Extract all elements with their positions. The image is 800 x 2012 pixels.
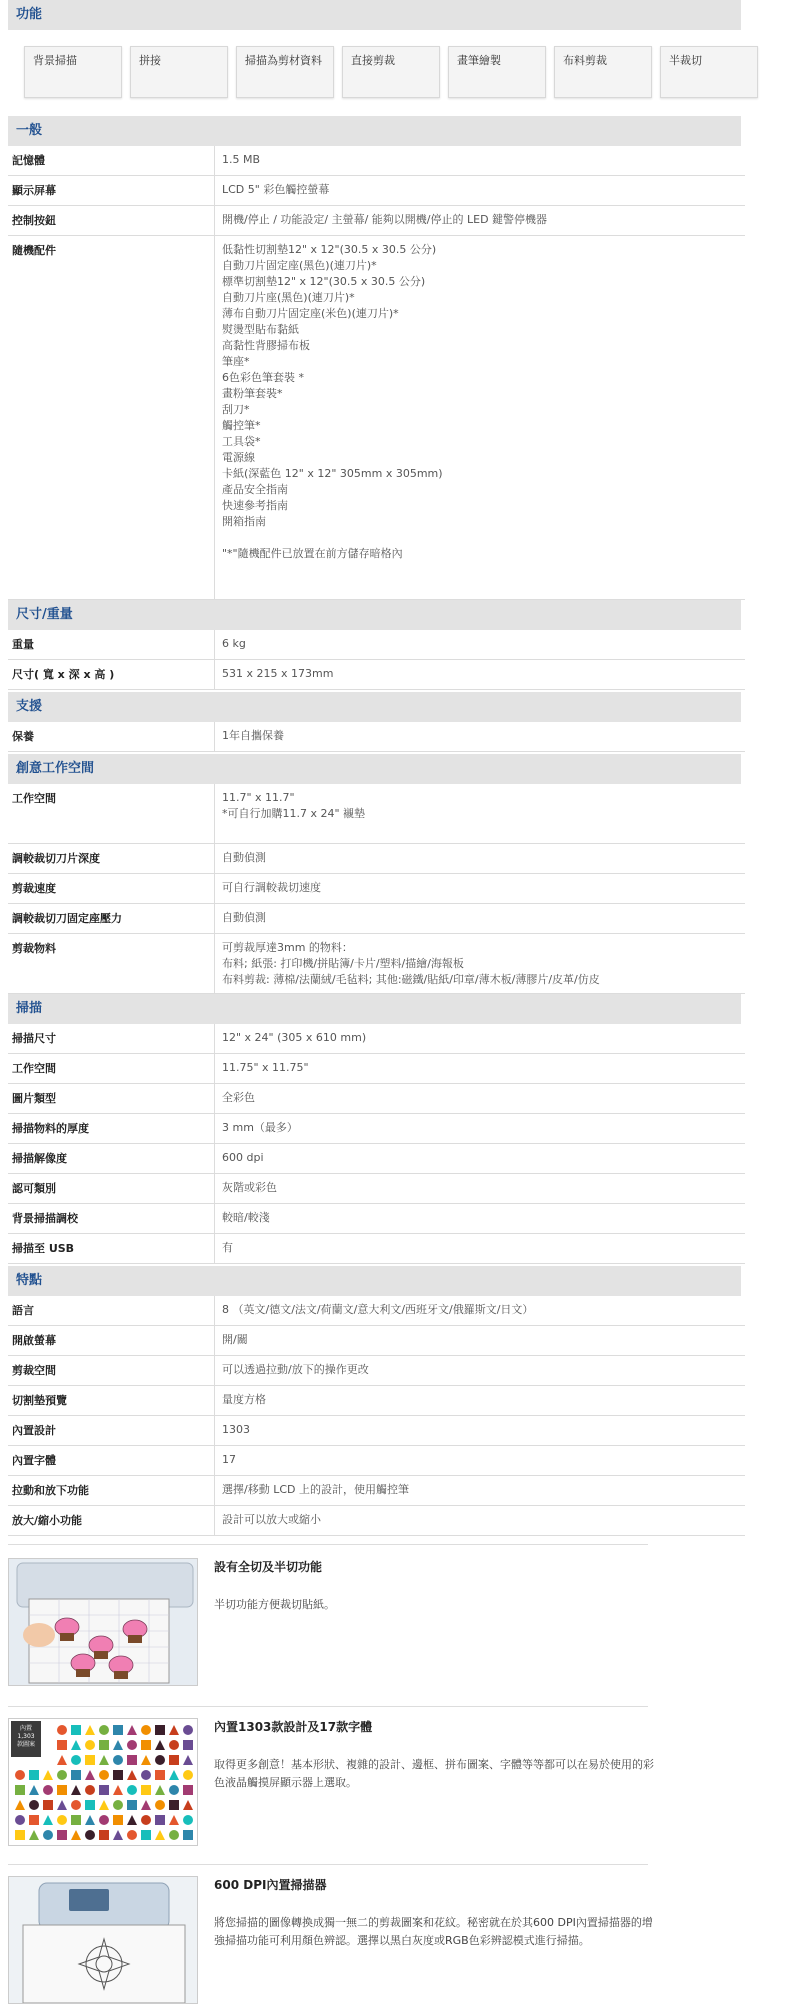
design-shape [141, 1785, 151, 1795]
design-shape [99, 1725, 109, 1735]
spec-label: 控制按鈕 [12, 214, 56, 227]
spec-row [8, 1204, 745, 1234]
design-shape [15, 1815, 25, 1825]
spec-value: 11.75" x 11.75" [222, 1061, 309, 1074]
promo-title: 內置1303款設計及17款字體 [214, 1720, 373, 1734]
function-background-scan[interactable]: 背景掃描 [24, 46, 122, 98]
design-shape [113, 1755, 123, 1765]
spec-value: 設計可以放大或縮小 [222, 1513, 321, 1526]
spec-label: 調較裁切刀片深度 [12, 852, 100, 865]
divider [8, 1706, 648, 1707]
spec-row [8, 844, 745, 874]
promo-scanner [8, 1876, 653, 2012]
design-shape [127, 1755, 137, 1765]
design-shape [57, 1785, 67, 1795]
spec-label: 顯示屏幕 [12, 184, 56, 197]
scanner-image [8, 1876, 198, 2004]
spec-label: 隨機配件 [12, 244, 56, 257]
spec-label: 內置字體 [12, 1454, 56, 1467]
spec-value: 全彩色 [222, 1091, 255, 1104]
spec-value: 1.5 MB [222, 153, 261, 166]
spec-label: 工作空間 [12, 792, 56, 805]
design-shape [85, 1755, 95, 1765]
spec-value: 17 [222, 1453, 236, 1466]
spec-label: 語言 [12, 1304, 34, 1317]
spec-value: 開/關 [222, 1333, 248, 1346]
spec-label: 掃描至 USB [12, 1242, 75, 1255]
section-header-features: 特點 [8, 1266, 741, 1296]
spec-label: 放大/縮小功能 [12, 1514, 83, 1527]
spec-label: 認可類別 [12, 1182, 56, 1195]
spec-label: 拉動和放下功能 [12, 1484, 89, 1497]
design-shape [127, 1800, 137, 1810]
design-shape [113, 1800, 123, 1810]
spec-label: 掃描物料的厚度 [12, 1122, 89, 1135]
spec-value: 有 [222, 1241, 233, 1254]
spec-row [8, 1326, 745, 1356]
spec-value: 600 dpi [222, 1151, 264, 1164]
spec-value: 6 kg [222, 637, 246, 650]
design-shape [99, 1740, 109, 1750]
spec-row [8, 176, 745, 206]
design-shape [57, 1815, 67, 1825]
section-header-size-weight: 尺寸/重量 [8, 600, 741, 630]
spec-value: LCD 5" 彩色觸控螢幕 [222, 183, 330, 196]
spec-row [8, 236, 745, 600]
design-shape [155, 1800, 165, 1810]
function-stitch[interactable]: 拼接 [130, 46, 228, 98]
spec-value: 可以透過拉動/放下的操作更改 [222, 1363, 369, 1376]
spec-label: 背景掃描調校 [12, 1212, 78, 1225]
spec-label: 記憶體 [12, 154, 45, 167]
spec-row [8, 874, 745, 904]
spec-value: 8 （英文/德文/法文/荷蘭文/意大利文/西班牙文/俄羅斯文/日文） [222, 1303, 534, 1316]
promo-title: 設有全切及半切功能 [214, 1560, 323, 1574]
design-shape [183, 1740, 193, 1750]
section-header-general: 一般 [8, 116, 741, 146]
design-shape [183, 1770, 193, 1780]
design-shape [99, 1815, 109, 1825]
design-shape [29, 1800, 39, 1810]
section-header-support: 支援 [8, 692, 741, 722]
spec-row [8, 904, 745, 934]
spec-row [8, 722, 745, 752]
spec-value: 自動偵測 [222, 851, 266, 864]
half-cut-image [8, 1558, 198, 1686]
design-shape [43, 1785, 53, 1795]
design-shape [99, 1830, 109, 1840]
promo-text: 將您掃描的圖像轉換成獨一無二的剪裁圖案和花紋。秘密就在於其600 DPI內置掃描器的增強掃描功能可利用顏色辨認。選擇以黑白灰度或RGB色彩辨認模式進行掃描。 [214, 1916, 653, 1947]
spec-label: 切割墊預覽 [12, 1394, 67, 1407]
spec-label: 圖片類型 [12, 1092, 56, 1105]
design-shape [15, 1830, 25, 1840]
design-shape [29, 1770, 39, 1780]
spec-row [8, 660, 745, 690]
spec-row [8, 784, 745, 844]
design-shape [141, 1725, 151, 1735]
design-shape [15, 1770, 25, 1780]
function-pen-draw[interactable]: 畫筆繪製 [448, 46, 546, 98]
spec-value: 低黏性切割墊12" x 12"(30.5 x 30.5 公分) 自動刀片固定座(黑色)(連刀片)* 標準切割墊12" x 12"(30.5 x 30.5 公分) 自動刀片座(黑色)(連刀片)* 薄布自動刀片固定座(米色)(連刀片)* 熨燙型貼布黏紙 高黏性背膠掃布板 筆座* 6色彩色筆套裝 * 畫粉筆套裝* 刮刀* 觸控筆* 工具袋* 電源線 卡紙(深藍色 12" x 12" 305mm x 305mm) 產品安全指南 快速參考指南 開箱指南 "*"隨機配件已放置在前方儲存暗格內 [222, 243, 443, 560]
spec-row [8, 1506, 745, 1536]
design-shape [169, 1740, 179, 1750]
design-shape [43, 1830, 53, 1840]
spec-row [8, 1416, 745, 1446]
design-shape [155, 1815, 165, 1825]
design-shape [141, 1740, 151, 1750]
design-shape [113, 1815, 123, 1825]
divider [8, 1544, 648, 1545]
design-shape [85, 1740, 95, 1750]
promo-text: 半切功能方便裁切貼紙。 [214, 1598, 335, 1611]
promo-half-cut [8, 1558, 648, 1708]
spec-row [8, 1144, 745, 1174]
spec-value: 量度方格 [222, 1393, 266, 1406]
design-shape [169, 1830, 179, 1840]
divider [8, 1864, 648, 1865]
design-shape [99, 1785, 109, 1795]
spec-value: 可自行調較裁切速度 [222, 881, 321, 894]
design-shape [141, 1815, 151, 1825]
spec-row [8, 630, 745, 660]
design-shape [57, 1740, 67, 1750]
design-shape [71, 1770, 81, 1780]
spec-value: 開機/停止 / 功能設定/ 主螢幕/ 能夠以開機/停止的 LED 鍵警停機器 [222, 213, 548, 226]
promo-built-in-designs [8, 1718, 654, 1868]
spec-row [8, 1054, 745, 1084]
spec-value: 1303 [222, 1423, 250, 1436]
spec-value: 可剪裁厚達3mm 的物料： 布料; 紙張: 打印機/拼貼簿/卡片/塑料/描繪/海報板 布料剪裁: 薄棉/法蘭絨/毛毡料; 其他:磁鐵/貼紙/印章/薄木板/薄膠片/皮革/仿皮 [222, 941, 600, 986]
design-shape [113, 1725, 123, 1735]
function-grid [20, 46, 740, 102]
function-fabric-cut[interactable]: 布料剪裁 [554, 46, 652, 98]
function-half-cut[interactable]: 半裁切 [660, 46, 758, 98]
spec-label: 掃描解像度 [12, 1152, 67, 1165]
promo-text: 取得更多創意！基本形狀、複雜的設計、邊框、拼布圖案、字體等等都可以在易於使用的彩色液晶觸摸屏顯示器上選取。 [214, 1758, 654, 1789]
design-shape [183, 1830, 193, 1840]
design-shape [29, 1815, 39, 1825]
design-shape [141, 1830, 151, 1840]
spec-row [8, 1174, 745, 1204]
design-shape [71, 1725, 81, 1735]
spec-label: 調較裁切刀固定座壓力 [12, 912, 122, 925]
section-header-functions: 功能 [8, 0, 741, 30]
spec-row [8, 146, 745, 176]
design-shape [15, 1785, 25, 1795]
design-shape [155, 1725, 165, 1735]
promo-title: 600 DPI內置掃描器 [214, 1878, 327, 1892]
design-shape [183, 1725, 193, 1735]
design-shape [183, 1785, 193, 1795]
function-direct-cut[interactable]: 直接剪裁 [342, 46, 440, 98]
spec-row [8, 1084, 745, 1114]
designs-collage-image [8, 1718, 198, 1846]
spec-value: 531 x 215 x 173mm [222, 667, 334, 680]
design-shape [57, 1830, 67, 1840]
design-shape [71, 1800, 81, 1810]
spec-value: 1年自攜保養 [222, 729, 284, 742]
design-shape [99, 1770, 109, 1780]
spec-value: 12" x 24" (305 x 610 mm) [222, 1031, 367, 1044]
spec-row [8, 1296, 745, 1326]
design-shape [169, 1785, 179, 1795]
spec-row [8, 1446, 745, 1476]
spec-row [8, 1356, 745, 1386]
spec-label: 開啟螢幕 [12, 1334, 56, 1347]
design-shape [43, 1800, 53, 1810]
spec-value: 選擇/移動 LCD 上的設計，使用觸控筆 [222, 1483, 409, 1496]
design-shape [169, 1800, 179, 1810]
design-shape [155, 1770, 165, 1780]
spec-label: 內置設計 [12, 1424, 56, 1437]
design-shape [71, 1755, 81, 1765]
design-shape [155, 1755, 165, 1765]
spec-value: 3 mm（最多） [222, 1121, 298, 1134]
spec-label: 工作空間 [12, 1062, 56, 1075]
function-scan-to-cut[interactable]: 掃描為剪材資料 [236, 46, 334, 98]
design-shape [85, 1830, 95, 1840]
spec-row [8, 206, 745, 236]
section-header-scan: 掃描 [8, 994, 741, 1024]
design-shape [57, 1770, 67, 1780]
design-shape [85, 1800, 95, 1810]
spec-label: 剪裁速度 [12, 882, 56, 895]
spec-row [8, 934, 745, 994]
design-shape [127, 1785, 137, 1795]
designs-count-label: 內置 1,303 款圖案 [16, 1725, 35, 1748]
design-shape [141, 1770, 151, 1780]
spec-row [8, 1386, 745, 1416]
design-shape [85, 1785, 95, 1795]
design-shape [57, 1725, 67, 1735]
spec-label: 尺寸( 寬 x 深 x 高 ) [12, 668, 115, 681]
spec-row [8, 1234, 745, 1264]
spec-label: 剪裁空間 [12, 1364, 56, 1377]
spec-label: 掃描尺寸 [12, 1032, 56, 1045]
spec-label: 保養 [12, 730, 34, 743]
spec-label: 重量 [12, 638, 34, 651]
design-shape [127, 1830, 137, 1840]
design-shape [169, 1755, 179, 1765]
section-header-workspace: 創意工作空間 [8, 754, 741, 784]
design-shape [183, 1815, 193, 1825]
spec-row [8, 1476, 745, 1506]
spec-value: 11.7" x 11.7" *可自行加購11.7 x 24" 襯墊 [222, 791, 366, 820]
spec-value: 自動偵測 [222, 911, 266, 924]
spec-value: 較暗/較淺 [222, 1211, 270, 1224]
spec-value: 灰階或彩色 [222, 1181, 277, 1194]
design-shape [71, 1815, 81, 1825]
spec-row [8, 1114, 745, 1144]
spec-row [8, 1024, 745, 1054]
spec-label: 剪裁物料 [12, 942, 56, 955]
design-shape [113, 1770, 123, 1780]
design-shape [127, 1740, 137, 1750]
